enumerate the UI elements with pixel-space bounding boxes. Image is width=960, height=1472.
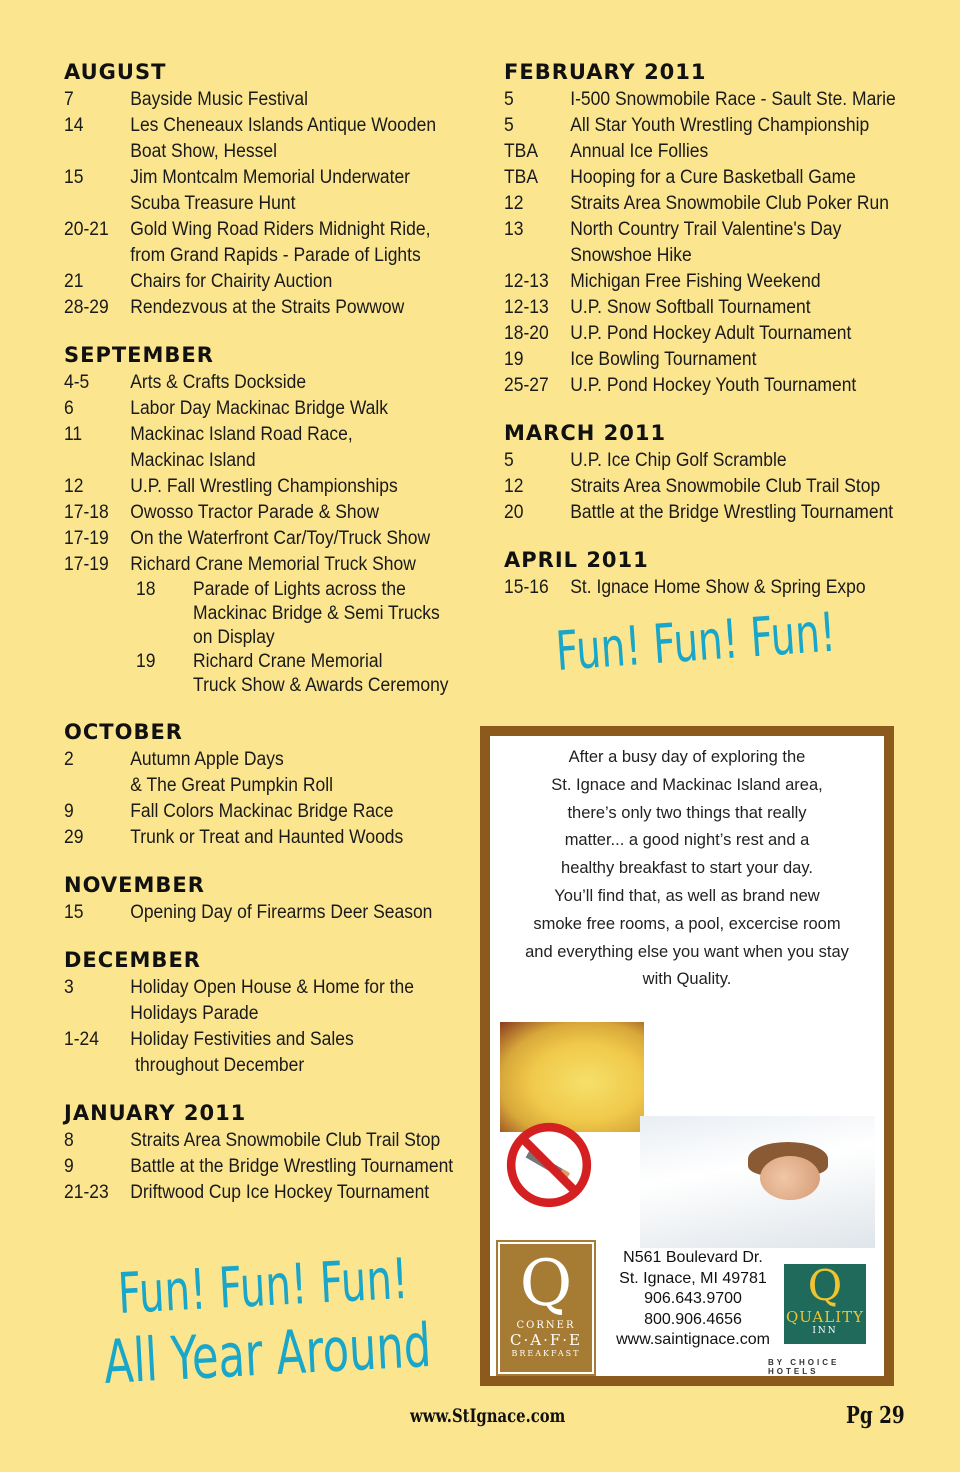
event-title: U.P. Pond Hockey Youth Tournament — [570, 375, 857, 396]
event-title: U.P. Fall Wrestling Championships — [130, 476, 398, 497]
event-row — [64, 474, 461, 500]
month-heading: SEPTEMBER — [64, 343, 214, 367]
event-title: Bayside Music Festival — [130, 89, 309, 110]
event-row — [64, 448, 461, 474]
event-row — [64, 1053, 461, 1079]
event-title: North Country Trail Valentine's Day — [570, 219, 842, 240]
event-title: St. Ignace Home Show & Spring Expo — [570, 577, 866, 598]
event-row — [64, 1001, 461, 1027]
event-date: 12-13 — [504, 271, 549, 292]
month-section — [64, 60, 464, 321]
event-row — [64, 396, 461, 422]
event-date: 12 — [504, 193, 524, 214]
event-row — [64, 139, 461, 165]
event-title: Holiday Open House & Home for the — [130, 977, 414, 998]
sub-event-row — [136, 674, 504, 698]
ad-copy-line: there’s only two things that really — [567, 803, 807, 822]
ad-copy-line: St. Ignace and Mackinac Island area, — [551, 775, 823, 794]
event-title: Hooping for a Cure Basketball Game — [570, 167, 856, 188]
event-title: & The Great Pumpkin Roll — [130, 775, 333, 796]
event-row — [64, 269, 461, 295]
event-row — [504, 500, 921, 526]
event-title: Straits Area Snowmobile Club Poker Run — [570, 193, 889, 214]
no-smoking-icon — [506, 1122, 592, 1208]
sub-event-row — [136, 650, 504, 674]
corner-cafe-logo: Q CORNER C·A·F·E BREAKFAST — [498, 1242, 594, 1374]
sub-event-row — [136, 602, 504, 626]
event-date — [64, 191, 130, 217]
month-section — [504, 60, 924, 399]
event-row — [504, 373, 921, 399]
address-line: St. Ignace, MI 49781 — [619, 1269, 767, 1287]
sub-event-date: 19 — [136, 651, 156, 672]
event-date — [64, 139, 130, 165]
ad-copy-line: matter... a good night’s rest and a — [564, 831, 810, 850]
event-row — [64, 370, 461, 396]
month-section — [64, 343, 464, 698]
event-date: 9 — [64, 801, 74, 822]
month-heading: JANUARY 2011 — [64, 1101, 247, 1125]
quality-inn-logo: Q QUALITY INN — [784, 1264, 866, 1344]
event-date: 29 — [64, 827, 84, 848]
breakfast-photo — [500, 1022, 644, 1132]
event-title: Trunk or Treat and Haunted Woods — [130, 827, 404, 848]
sub-event-title: Parade of Lights across the — [193, 579, 406, 600]
sub-event-date — [136, 626, 193, 650]
event-title: I-500 Snowmobile Race - Sault Ste. Marie — [570, 89, 896, 110]
event-date: 15 — [64, 167, 84, 188]
event-row — [64, 1027, 461, 1053]
event-date — [64, 773, 130, 799]
event-title: throughout December — [130, 1055, 305, 1076]
event-date: 5 — [504, 115, 514, 136]
event-title: U.P. Pond Hockey Adult Tournament — [570, 323, 852, 344]
event-date: 12 — [504, 476, 524, 497]
address-line: 800.906.4656 — [644, 1310, 742, 1328]
event-title: Holidays Parade — [130, 1003, 259, 1024]
event-date: 5 — [504, 89, 514, 110]
calendar-right-column — [504, 60, 924, 623]
event-date — [64, 243, 130, 269]
sub-event-title: Mackinac Bridge & Semi Trucks — [193, 603, 440, 624]
event-title: On the Waterfront Car/Toy/Truck Show — [130, 528, 431, 549]
event-row — [64, 975, 461, 1001]
sub-event-title: Truck Show & Awards Ceremony — [193, 675, 449, 696]
event-date: 4-5 — [64, 372, 90, 393]
event-date: 18-20 — [504, 323, 549, 344]
event-row — [64, 87, 461, 113]
event-row — [64, 1154, 461, 1180]
ad-copy-line: and everything else you want when you stay — [525, 942, 849, 961]
event-date — [504, 243, 570, 269]
event-date: 8 — [64, 1130, 74, 1151]
hotel-address — [598, 1248, 788, 1351]
event-date: 17-19 — [64, 528, 109, 549]
event-date: 20 — [504, 502, 524, 523]
event-row — [64, 165, 461, 191]
event-title: Driftwood Cup Ice Hockey Tournament — [130, 1182, 430, 1203]
ad-copy — [490, 744, 884, 994]
event-title: Labor Day Mackinac Bridge Walk — [130, 398, 389, 419]
event-title: Rendezvous at the Straits Powwow — [130, 297, 405, 318]
event-row — [64, 243, 461, 269]
event-title: Opening Day of Firearms Deer Season — [130, 902, 433, 923]
fun-heading-right: Fun! Fun! Fun! — [553, 600, 838, 683]
event-title: Owosso Tractor Parade & Show — [130, 502, 379, 523]
calendar-left-column — [64, 60, 464, 1228]
month-heading: AUGUST — [64, 60, 167, 84]
event-title: Les Cheneaux Islands Antique Wooden — [130, 115, 437, 136]
event-date — [64, 448, 130, 474]
address-line: 906.643.9700 — [644, 1290, 742, 1307]
sub-event-title: Richard Crane Memorial — [193, 651, 383, 672]
event-title: Scuba Treasure Hunt — [130, 193, 296, 214]
event-date — [64, 1053, 130, 1079]
month-section — [64, 873, 464, 926]
event-row — [504, 321, 921, 347]
event-row — [64, 113, 461, 139]
sub-event-date — [136, 602, 193, 626]
address-line: www.saintignace.com — [616, 1331, 770, 1348]
event-date: 21 — [64, 271, 84, 292]
event-date: 1-24 — [64, 1029, 99, 1050]
event-date: TBA — [504, 167, 538, 188]
event-row — [504, 269, 921, 295]
event-row — [504, 448, 921, 474]
event-row — [64, 422, 461, 448]
event-date: 6 — [64, 398, 74, 419]
event-row — [64, 552, 461, 578]
quality-inn-ad — [480, 726, 894, 1386]
event-row — [64, 747, 461, 773]
ad-copy-line: healthy breakfast to start your day. — [561, 859, 813, 878]
event-date: 14 — [64, 115, 84, 136]
event-row — [64, 295, 461, 321]
fun-heading-left: Fun! Fun! Fun! — [116, 1246, 410, 1327]
ad-copy-line: After a busy day of exploring the — [568, 748, 806, 766]
month-section — [504, 421, 924, 526]
all-year-around-heading: All Year Around — [102, 1310, 433, 1398]
event-row — [504, 165, 921, 191]
event-row — [504, 575, 921, 601]
ad-copy-line: with Quality. — [642, 970, 732, 989]
month-heading: OCTOBER — [64, 720, 183, 744]
event-title: Ice Bowling Tournament — [570, 349, 757, 370]
event-row — [64, 799, 461, 825]
event-date: 20-21 — [64, 219, 109, 240]
event-title: Battle at the Bridge Wrestling Tournament — [130, 1156, 454, 1177]
event-date: 9 — [64, 1156, 74, 1177]
event-title: from Grand Rapids - Parade of Lights — [130, 245, 421, 266]
event-row — [504, 139, 921, 165]
event-row — [64, 1128, 461, 1154]
event-date — [64, 1001, 130, 1027]
event-date: 11 — [64, 424, 83, 445]
month-section — [64, 1101, 464, 1206]
month-section — [64, 720, 464, 851]
event-date: 25-27 — [504, 375, 549, 396]
event-row — [504, 87, 921, 113]
event-date: 2 — [64, 749, 74, 770]
event-title: Autumn Apple Days — [130, 749, 284, 770]
event-title: Michigan Free Fishing Weekend — [570, 271, 821, 292]
event-row — [504, 295, 921, 321]
event-title: Straits Area Snowmobile Club Trail Stop — [570, 476, 881, 497]
choice-hotels-tagline: BY CHOICE HOTELS — [768, 1358, 840, 1376]
month-section — [64, 948, 464, 1079]
event-date: 13 — [504, 219, 524, 240]
ad-copy-line: You’ll find that, as well as brand new — [554, 886, 820, 905]
event-title: Mackinac Island Road Race, — [130, 424, 353, 445]
event-date: 7 — [64, 89, 74, 110]
event-date: 21-23 — [64, 1182, 109, 1203]
event-date: 19 — [504, 349, 524, 370]
event-row — [64, 526, 461, 552]
event-title: Gold Wing Road Riders Midnight Ride, — [130, 219, 431, 240]
sub-event-row — [136, 578, 504, 602]
event-row — [504, 474, 921, 500]
event-date: 3 — [64, 977, 74, 998]
event-date: 28-29 — [64, 297, 109, 318]
event-row — [504, 217, 921, 243]
event-row — [504, 347, 921, 373]
event-date: 5 — [504, 450, 514, 471]
event-title: All Star Youth Wrestling Championship — [570, 115, 870, 136]
month-section — [504, 548, 924, 601]
event-row — [504, 113, 921, 139]
month-heading: NOVEMBER — [64, 873, 205, 897]
event-row — [64, 825, 461, 851]
event-title: Arts & Crafts Dockside — [130, 372, 307, 393]
event-title: U.P. Ice Chip Golf Scramble — [570, 450, 787, 471]
sub-event-date — [136, 674, 193, 698]
event-date: 12-13 — [504, 297, 549, 318]
event-title: Battle at the Bridge Wrestling Tournament — [570, 502, 894, 523]
event-date: 15-16 — [504, 577, 549, 598]
event-title: Annual Ice Follies — [570, 141, 709, 162]
sleeping-woman-photo — [640, 1116, 875, 1248]
event-title: Fall Colors Mackinac Bridge Race — [130, 801, 394, 822]
page-number: Pg 29 — [846, 1402, 905, 1429]
event-date: 15 — [64, 902, 84, 923]
sub-event-title: on Display — [193, 627, 275, 648]
event-row — [64, 191, 461, 217]
event-title: Richard Crane Memorial Truck Show — [130, 554, 416, 575]
event-date: TBA — [504, 141, 538, 162]
event-title: Jim Montcalm Memorial Underwater — [130, 167, 410, 188]
event-title: Mackinac Island — [130, 450, 256, 471]
event-title: Boat Show, Hessel — [130, 141, 277, 162]
event-row — [64, 217, 461, 243]
event-row — [64, 500, 461, 526]
ad-copy-line: smoke free rooms, a pool, excercise room — [533, 914, 841, 933]
event-date: 17-19 — [64, 554, 109, 575]
event-date: 12 — [64, 476, 84, 497]
event-row — [504, 243, 921, 269]
event-date: 17-18 — [64, 502, 109, 523]
sub-event-row — [136, 626, 504, 650]
month-heading: DECEMBER — [64, 948, 201, 972]
month-heading: MARCH 2011 — [504, 421, 667, 445]
event-row — [64, 1180, 461, 1206]
event-row — [64, 900, 461, 926]
footer-url[interactable]: www.StIgnace.com — [410, 1405, 566, 1427]
event-title: U.P. Snow Softball Tournament — [570, 297, 811, 318]
event-title: Chairs for Chairity Auction — [130, 271, 333, 292]
event-row — [504, 191, 921, 217]
sub-event-date: 18 — [136, 579, 156, 600]
event-title: Straits Area Snowmobile Club Trail Stop — [130, 1130, 441, 1151]
event-row — [64, 773, 461, 799]
month-heading: FEBRUARY 2011 — [504, 60, 707, 84]
address-line: N561 Boulevard Dr. — [623, 1249, 763, 1266]
event-title: Holiday Festivities and Sales — [130, 1029, 354, 1050]
month-heading: APRIL 2011 — [504, 548, 649, 572]
event-title: Snowshoe Hike — [570, 245, 692, 266]
